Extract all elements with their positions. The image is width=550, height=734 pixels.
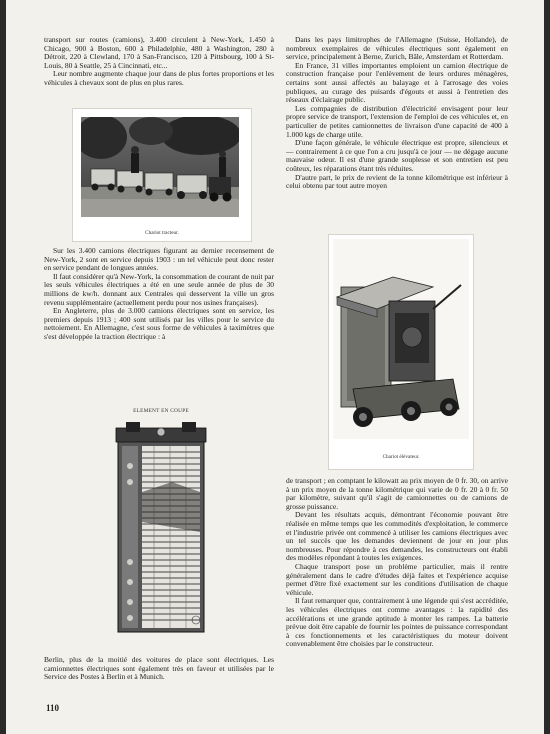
- tractor-photo: [81, 117, 239, 217]
- paragraph: de transport ; en comptant le kilowatt au prix moyen de 0 fr. 30, on arrive à un prix moyen de la tonne kilométrique qui varie de 0 fr. 20 à 0 fr. 50 par kilomètre, suivant qu'il s'agit de camionnettes ou de camions de grosse puissance.: [286, 476, 508, 511]
- left-column-bottom-text: [44, 656, 274, 682]
- page-number: 110: [46, 703, 60, 713]
- paragraph: En France, 31 villes importantes emploient un camion électrique de construction française pour l'enlèvement de leurs ordures ménagères, certains sont aussi affectés au balayage et à l'arrosage des voies publiques, au curage des puisards d'égouts et aussi à l'entretien des réseaux d'éclairage public.: [286, 60, 508, 105]
- paragraph: Les compagnies de distribution d'électricité envisagent pour leur propre service de transport, l'extension de l'emploi de ces véhicules et, en particulier de petites camionnettes de livraison d'une capacité de 400 à 1.000 kgs de charge utile.: [286, 103, 508, 139]
- elevator-photo: [333, 239, 469, 439]
- paragraph: D'autre part, le prix de revient de la tonne kilométrique est inférieur à celui obtenu par tout autre moyen: [286, 172, 508, 191]
- paragraph: Sur les 3.400 camions électriques figurant au dernier recensement de New-York, 2 sont en service depuis 1903 : un tel véhicule peut donc rester en service pendant de longues années.: [44, 246, 274, 273]
- paragraph: En Angleterre, plus de 3.000 camions électriques sont en service, les premiers depuis 1913 ; 400 sont utilisés par les villes pour le service du nettoiement. En Allemagne, c'est sous forme de véhicules à taximètres que s'est développée la traction électrique : à: [44, 306, 274, 341]
- paragraph: Leur nombre augmente chaque jour dans de plus fortes proportions et les véhicules à chevaux sont de plus en plus rares.: [44, 69, 274, 87]
- cell-label: ELEMENT EN COUPE: [133, 408, 189, 414]
- left-column-middle-text: [44, 247, 274, 342]
- paragraph: D'une façon générale, le véhicule électrique est propre, silencieux et — contrairement à ce que l'on a cru jusqu'à ce jour — ne dégage aucune mauvaise odeur. Il est d'une grande souplesse et son entretien est peu coûteux, les réparations étant très réduites.: [286, 138, 508, 173]
- paragraph: Il faut considérer qu'à New-York, la consommation de courant de nuit par les seuls véhicules électriques a été en une seule année de plus de 30 millions de kw/h. donnant aux Centrales qui desservent la ville un gros revenu supplémentaire (actuellement perdu pour nos usines françaises).: [44, 271, 274, 307]
- right-column-bottom-text: [286, 477, 508, 649]
- figure-element-en-coupe: [106, 408, 216, 640]
- battery-cell-illustration: [112, 422, 210, 637]
- magazine-page: [6, 0, 544, 734]
- paragraph: Dans les pays limitrophes de l'Allemagne (Suisse, Hollande), de nombreux exemplaires de véhicules électriques sont également en service, principalement à Berne, Zurich, Bâle, Amsterdam et Rotterdam.: [286, 35, 508, 62]
- figure-chariot-elevateur: [328, 234, 474, 470]
- paragraph: Chaque transport pose un problème particulier, mais il rentre généralement dans le cadre d'études déjà faites et l'expérience acquise permet d'être fixé exactement sur les conditions d'utilisation de chaque véhicule.: [286, 561, 508, 597]
- tractor-caption: Chariot tracteur.: [145, 230, 179, 236]
- paragraph: Berlin, plus de la moitié des voitures de place sont électriques. Les camionnettes électriques sont également très en faveur et utilisées par le Service des Postes à Berlin et à Munich.: [44, 655, 274, 682]
- paragraph: Il faut remarquer que, contrairement à une légende qui s'est accréditée, les véhicules électriques ont comme avantages : la rapidité des accélérations et une grande aptitude à monter les rampes. La batterie prévue doit être capable de fournir les pointes de puissance correspondant à ces fonctionnements et les caractéristiques du moteur doivent convenablement être choisies par le constructeur.: [286, 596, 508, 649]
- figure-chariot-tracteur: [72, 108, 252, 242]
- elevator-caption: Chariot élévateur.: [382, 454, 420, 460]
- right-column-top-text: [286, 36, 508, 191]
- left-column-top-text: [44, 36, 274, 88]
- paragraph: Devant les résultats acquis, démontrant l'économie pouvant être réalisée en même temps que les commodités d'exploitation, le commerce et l'industrie privée ont commencé à utiliser les camions électriques avec un tel succès que les demandes deviennent de jour en jour plus nombreuses. Pour répondre à ces demandes, les constructeurs ont établi des modèles répondant à toutes les exigences.: [286, 510, 508, 563]
- paragraph: transport sur routes (camions), 3.400 circulent à New-York, 1.450 à Chicago, 900 à Boston, 600 à Philadelphie, 480 à Washington, 280 à Détroit, 220 à Clewland, 170 à San-Francisco, 120 à Pittsbourg, 100 à St-Louis, 80 à Seattle, 25 à Cincinnati, etc...: [44, 35, 274, 70]
